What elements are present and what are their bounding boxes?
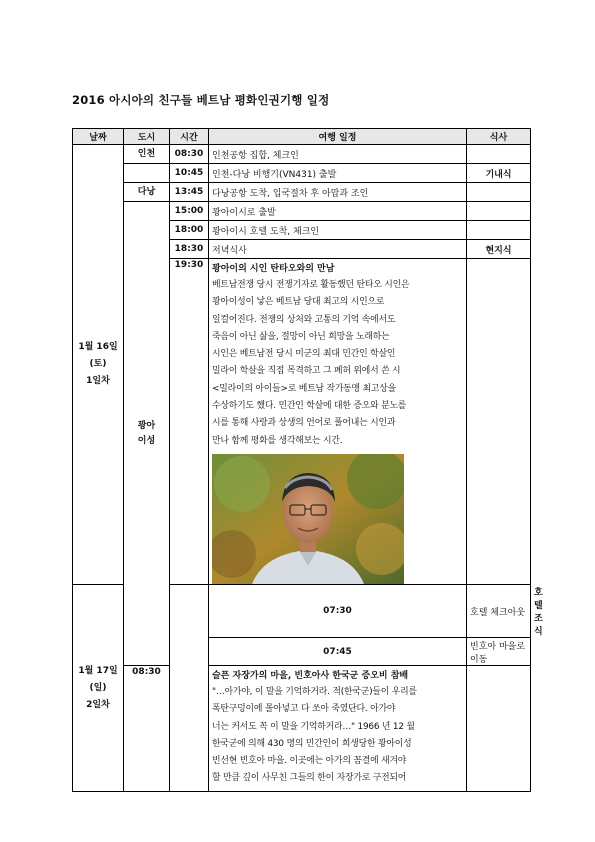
event-title: 슬픈 자장가의 마을, 빈호아사 한국군 증오비 참배 — [212, 671, 409, 681]
day1-daynum: 1일차 — [86, 376, 110, 386]
table-row — [73, 164, 531, 183]
city-cell: 다낭 — [124, 183, 170, 202]
plan-cell: 다낭공항 도착, 입국절차 후 아맙과 조인 — [209, 183, 467, 202]
table-row — [73, 666, 531, 792]
event-line: 수상하기도 했다. 민간인 학살에 대한 증오와 분노를 — [212, 401, 407, 412]
time-cell: 10:45 — [170, 164, 209, 183]
table-row — [73, 145, 531, 164]
plan-cell: 인천-다낭 비행기(VN431) 출발 — [209, 164, 467, 183]
table-row: 1월 17일 (일) 2일차 07:30 호텔 체크아웃 호텔 조식 — [73, 585, 531, 638]
event-line: 죽음이 아닌 삶을, 절망이 아닌 희망을 노래하는 — [212, 331, 390, 342]
header-plan: 여행 일정 — [209, 129, 467, 145]
day1-weekday: (토) — [89, 359, 107, 369]
table-header-row — [73, 129, 531, 145]
meal-cell — [467, 202, 531, 221]
meal-cell — [467, 145, 531, 164]
meal-cell — [467, 666, 531, 792]
event-line: 일컬어진다. 전쟁의 상처와 고통의 기억 속에서도 — [212, 314, 396, 325]
time-cell: 13:45 — [170, 183, 209, 202]
time-cell: 19:30 — [170, 259, 209, 585]
plan-cell: 꽝아이시로 출발 — [209, 202, 467, 221]
event-line: 꽝아이성이 낳은 베트남 당대 최고의 시인으로 — [212, 297, 385, 308]
day2-weekday: (일) — [89, 682, 107, 693]
event-line: <밀라이의 아이들>로 베트남 작가동맹 최고상을 — [212, 383, 397, 394]
city-cell: 인천 — [124, 145, 170, 164]
plan-cell: 빈호아 마을로 이동 — [467, 638, 531, 666]
header-date: 날짜 — [73, 129, 124, 145]
event-line: 베트남전쟁 당시 전쟁기자로 활동했던 탄타오 시인은 — [212, 280, 410, 290]
header-time: 시간 — [170, 129, 209, 145]
event-title: 꽝아이의 시인 탄타오와의 만남 — [212, 264, 335, 274]
event-line: 만나 함께 평화를 생각해보는 시간. — [212, 435, 343, 446]
time-cell: 15:00 — [170, 202, 209, 221]
day2-daynum: 2일차 — [86, 699, 110, 710]
event-body — [212, 684, 463, 788]
event-line: "…아가야, 이 말을 기억하거라. 적(한국군)들이 우리를 — [212, 687, 417, 697]
city-cell-quangngai — [124, 202, 170, 666]
meal-cell: 현지식 — [467, 240, 531, 259]
event-line: 시를 통해 사랑과 상생의 언어로 풀어내는 시인과 — [212, 418, 396, 429]
meal-cell — [467, 183, 531, 202]
event-line: 시인은 베트남전 당시 미군의 최대 민간인 학살인 — [212, 349, 396, 360]
plan-cell: 인천공항 집합, 체크인 — [209, 145, 467, 164]
city-quangngai: 꽝아이성 — [137, 420, 156, 446]
plan-cell: 저녁식사 — [209, 240, 467, 259]
time-cell: 07:45 — [209, 638, 467, 666]
table-row — [73, 183, 531, 202]
event-line: 밀라이 학살을 직접 목격하고 그 폐허 위에서 쓴 시 — [212, 366, 401, 377]
document-title: 2016 아시아의 친구들 베트남 평화인권기행 일정 — [72, 93, 330, 107]
time-cell: 07:30 — [209, 585, 467, 638]
meal-cell — [467, 221, 531, 240]
plan-cell: 꽝아이시 호텔 도착, 체크인 — [209, 221, 467, 240]
poet-portrait-photo — [212, 454, 404, 584]
day2-date: 1월 17일 — [78, 665, 118, 676]
day2-date-cell — [73, 585, 124, 792]
meal-cell: 기내식 — [467, 164, 531, 183]
event-line: 할 만큼 깊이 사무친 그들의 한이 자장가로 구전되어 — [212, 773, 407, 784]
day1-date: 1월 16일 — [78, 342, 118, 352]
time-cell: 08:30 — [170, 145, 209, 164]
table-row — [73, 202, 531, 221]
event-line: 너는 커서도 꼭 이 말을 기억하거라…" 1966 년 12 월 — [212, 721, 415, 732]
header-city: 도시 — [124, 129, 170, 145]
plan-cell-event — [209, 259, 467, 585]
meal-cell — [467, 259, 531, 585]
event-line: 빈선현 빈호아 마을. 이곳에는 아가의 꼼결에 새겨야 — [212, 756, 407, 767]
day1-date-cell — [73, 145, 124, 585]
event-body — [212, 277, 463, 450]
plan-cell: 호텔 체크아웃 — [467, 585, 531, 638]
event-line: 한국군에 의해 430 명의 민간인이 희생당한 꽝아이성 — [212, 738, 412, 749]
city-cell-empty — [124, 164, 170, 183]
time-cell: 08:30 — [124, 666, 170, 792]
event-line: 폭탄구덩이에 몰아넣고 다 쏘아 죽였단다. 아가야 — [212, 704, 396, 715]
time-cell: 18:30 — [170, 240, 209, 259]
header-meal: 식사 — [467, 129, 531, 145]
plan-cell-event — [209, 666, 467, 792]
schedule-table — [72, 128, 543, 792]
city-cell-empty — [170, 585, 209, 792]
time-cell: 18:00 — [170, 221, 209, 240]
